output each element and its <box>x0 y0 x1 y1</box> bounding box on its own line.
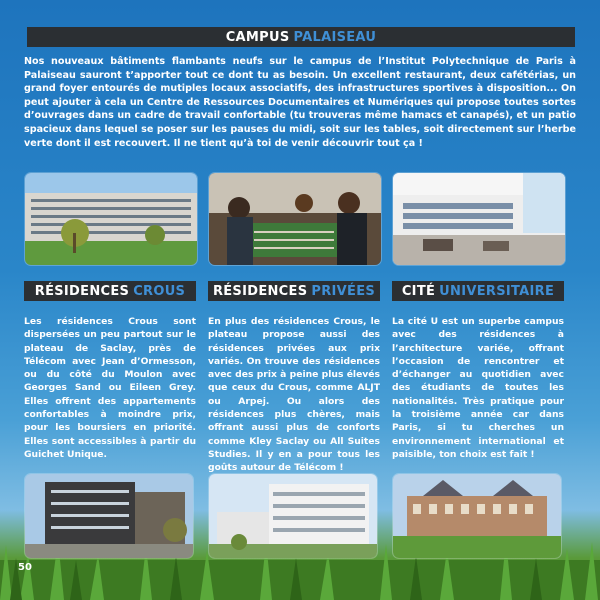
photo-cite-universitaire <box>392 473 562 559</box>
section-title-crous-part2: CROUS <box>133 283 186 299</box>
section-title-cite-universitaire <box>392 281 564 301</box>
section-title-privees-part1: RÉSIDENCES <box>212 283 308 299</box>
section-title-cite-part2: UNIVERSITAIRE <box>439 283 555 299</box>
section-text-privees: En plus des résidences Crous, le plateau propose aussi des résidences privées aux prix variés. On trouve des résidences avec des prix à peine plus élevés que ceux du Crous, comme ALJT ou Arpej. Ou alors des résidences plus chères, mais offrant aussi plus de conforts comme Kley Saclay ou All Suites Studies. Il y en a pour tous les goûts autour de Télécom ! <box>208 316 380 474</box>
photo-campus-building <box>24 172 198 266</box>
photo-crous-residence <box>24 473 194 559</box>
section-text-cite: La cité U est un superbe campus avec des résidences à l’architecture variée, offrant l’occasion de rencontrer et d’échanger au quotidien avec des étudiants de toutes les nationalités. Très pratique pour la troisième année car dans Paris, si tu cherches un environnement international et paisible, ton choix est fait ! <box>392 316 564 460</box>
photo-foosball-students <box>208 172 382 266</box>
section-title-privees <box>208 281 380 301</box>
page-title-banner <box>27 27 575 47</box>
page-title-part1: CAMPUS <box>225 29 290 45</box>
photo-library <box>392 172 566 266</box>
section-title-privees-part2: PRIVÉES <box>311 283 376 299</box>
section-text-crous: Les résidences Crous sont dispersées un peu partout sur le plateau de Saclay, près de Télécom avec Jean d’Ormesson, ou du côté du Moulon avec Georges Sand ou Eileen Grey. Elles offrent des appartements confortables à moindre prix, pour les boursiers en priorité. Elles sont accessibles à partir du Guichet Unique. <box>24 316 196 460</box>
photo-private-residence <box>208 473 378 559</box>
section-title-crous <box>24 281 196 301</box>
section-title-crous-part1: RÉSIDENCES <box>34 283 130 299</box>
page-title-part2: PALAISEAU <box>293 29 377 45</box>
section-title-cite-part1: CITÉ <box>401 283 436 299</box>
page-number: 50 <box>18 562 32 573</box>
intro-paragraph: Nos nouveaux bâtiments flambants neufs sur le campus de l’Institut Polytechnique de Paris à Palaiseau sauront t’apporter tout ce dont tu as besoin. Un excellent restaurant, deux cafétérias, un grand foyer entourés de mutiples locaux associatifs, des infrastructures sportives à disposition... On peut ajouter à cela un Centre de Ressources Documentaires et Numériques qui propose toutes sortes d’ouvrages dans un cadre de travail confortable (tu trouveras même hamacs et canapés), et un patio spacieux dans lequel se poser sur les pauses du midi, soit sur les tables, soit directement sur l’herbe verte dont il est recouvert. Il ne tient qu’à toi de venir découvrir tout ça ! <box>24 56 576 149</box>
